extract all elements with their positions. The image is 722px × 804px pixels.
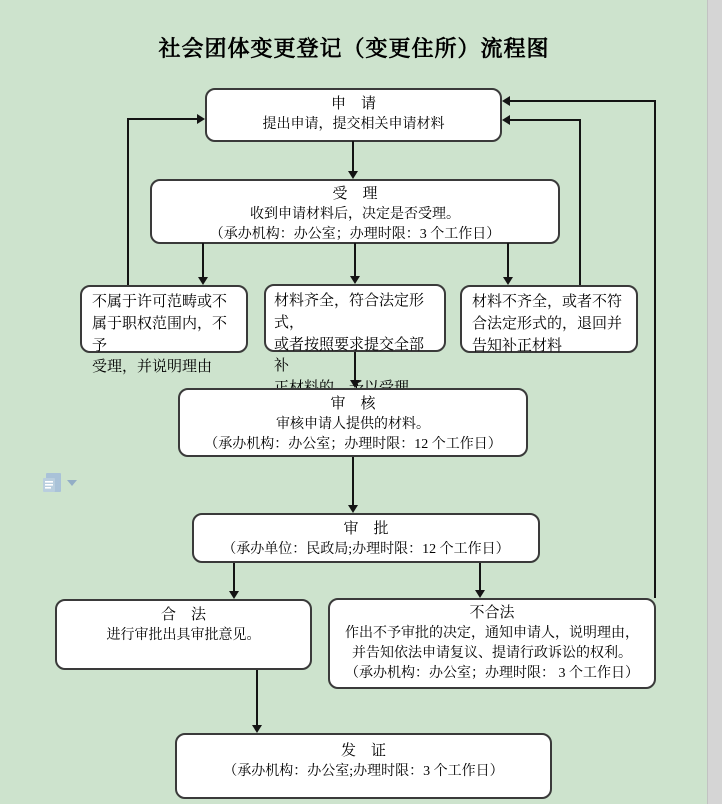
feedback-left-vertical-line: [127, 119, 129, 285]
legal-box-title: 合 法: [160, 607, 206, 623]
feedback-right-outer-horizontal-line: [510, 100, 656, 102]
arrow-accept-to-complete-line: [354, 243, 356, 276]
feedback-left-head: [197, 114, 205, 124]
legal-box: [55, 599, 312, 670]
reject-scope-box: [80, 285, 248, 376]
incomplete-return-line: 材料不齐全，或者不符: [472, 294, 623, 310]
review-box-line: （承办机构：办公室；办理时限：12 个工作日）: [204, 437, 502, 453]
arrow-review-to-approval-line: [352, 457, 354, 505]
accept-complete-line: 材料齐全，符合法定形式，: [274, 293, 425, 331]
certificate-box-line: （承办机构：办公室;办理时限：3 个工作日）: [223, 764, 504, 780]
paste-options-button[interactable]: [40, 470, 78, 496]
illegal-box-line: 并告知依法申请复议、提请行政诉讼的权利。: [352, 646, 632, 662]
incomplete-return-line: 合法定形式的，退回并: [472, 315, 623, 332]
arrow-approval-to-legal-head: [229, 591, 239, 599]
illegal-box: [328, 598, 656, 689]
accept-box-line: （承办机构：办公室；办理时限：3 个工作日）: [209, 227, 501, 243]
arrow-review-to-approval-head: [348, 505, 358, 513]
illegal-box-title: 不合法: [469, 605, 515, 621]
accept-complete-line: 或者按照要求提交全部补: [274, 336, 425, 375]
feedback-right-inner-head: [502, 115, 510, 125]
arrow-apply-to-accept-line: [352, 141, 354, 173]
paste-options-dropdown-icon: [67, 480, 77, 486]
review-box-title: 审 核: [330, 396, 376, 412]
page-title: 社会团体变更登记（变更住所）流程图: [158, 36, 550, 61]
accept-box: [150, 179, 560, 244]
apply-box-line: 提出申请，提交相关申请材料: [262, 117, 445, 133]
arrow-legal-to-certificate-head: [252, 725, 262, 733]
arrow-approval-to-illegal-line: [479, 563, 481, 590]
approval-box: [192, 513, 540, 563]
review-box-line: 审核申请人提供的材料。: [276, 417, 430, 433]
feedback-left-horizontal-line: [127, 118, 198, 120]
accept-complete-box: [264, 284, 446, 375]
arrow-complete-to-review-line: [354, 352, 356, 380]
arrow-accept-to-reject-line: [202, 243, 204, 277]
apply-box: [205, 88, 502, 142]
accept-box-line: 收到申请材料后，决定是否受理。: [250, 207, 460, 223]
arrow-approval-to-legal-line: [233, 563, 235, 591]
approval-box-title: 审 批: [343, 521, 389, 537]
review-box: [178, 388, 528, 457]
feedback-right-outer-vertical-line: [654, 101, 656, 598]
incomplete-return-line: 告知补正材料: [472, 337, 563, 354]
certificate-box-title: 发 证: [340, 743, 386, 759]
incomplete-return-box: [460, 285, 638, 353]
feedback-right-inner-vertical-line: [579, 120, 581, 285]
arrow-legal-to-certificate-line: [256, 670, 258, 725]
page-margin-gray: [707, 0, 722, 804]
arrow-accept-to-complete-head: [350, 276, 360, 284]
illegal-box-line: （承办机构：办公室；办理时限： 3 个工作日）: [345, 666, 639, 682]
reject-scope-line: 受理，并说明理由: [92, 359, 213, 376]
paste-options-icon: [42, 470, 64, 501]
reject-scope-line: 属于职权范围内，不予: [92, 315, 228, 354]
feedback-right-inner-horizontal-line: [510, 119, 581, 121]
arrow-approval-to-illegal-head: [475, 590, 485, 598]
arrow-accept-to-reject-head: [198, 277, 208, 285]
arrow-accept-to-incomplete-line: [507, 243, 509, 277]
legal-box-line: 进行审批出具审批意见。: [106, 628, 261, 644]
arrow-complete-to-review-head: [350, 380, 360, 388]
apply-box-title: 申 请: [330, 96, 376, 112]
approval-box-line: （承办单位：民政局;办理时限：12 个工作日）: [222, 542, 510, 558]
reject-scope-line: 不属于许可范畴或不: [92, 294, 228, 310]
certificate-box: [175, 733, 552, 799]
arrow-accept-to-incomplete-head: [503, 277, 513, 285]
feedback-right-outer-head: [502, 96, 510, 106]
accept-box-title: 受 理: [332, 186, 378, 202]
arrow-apply-to-accept-head: [348, 171, 358, 179]
illegal-box-line: 作出不予审批的决定，通知申请人，说明理由，: [345, 626, 639, 642]
